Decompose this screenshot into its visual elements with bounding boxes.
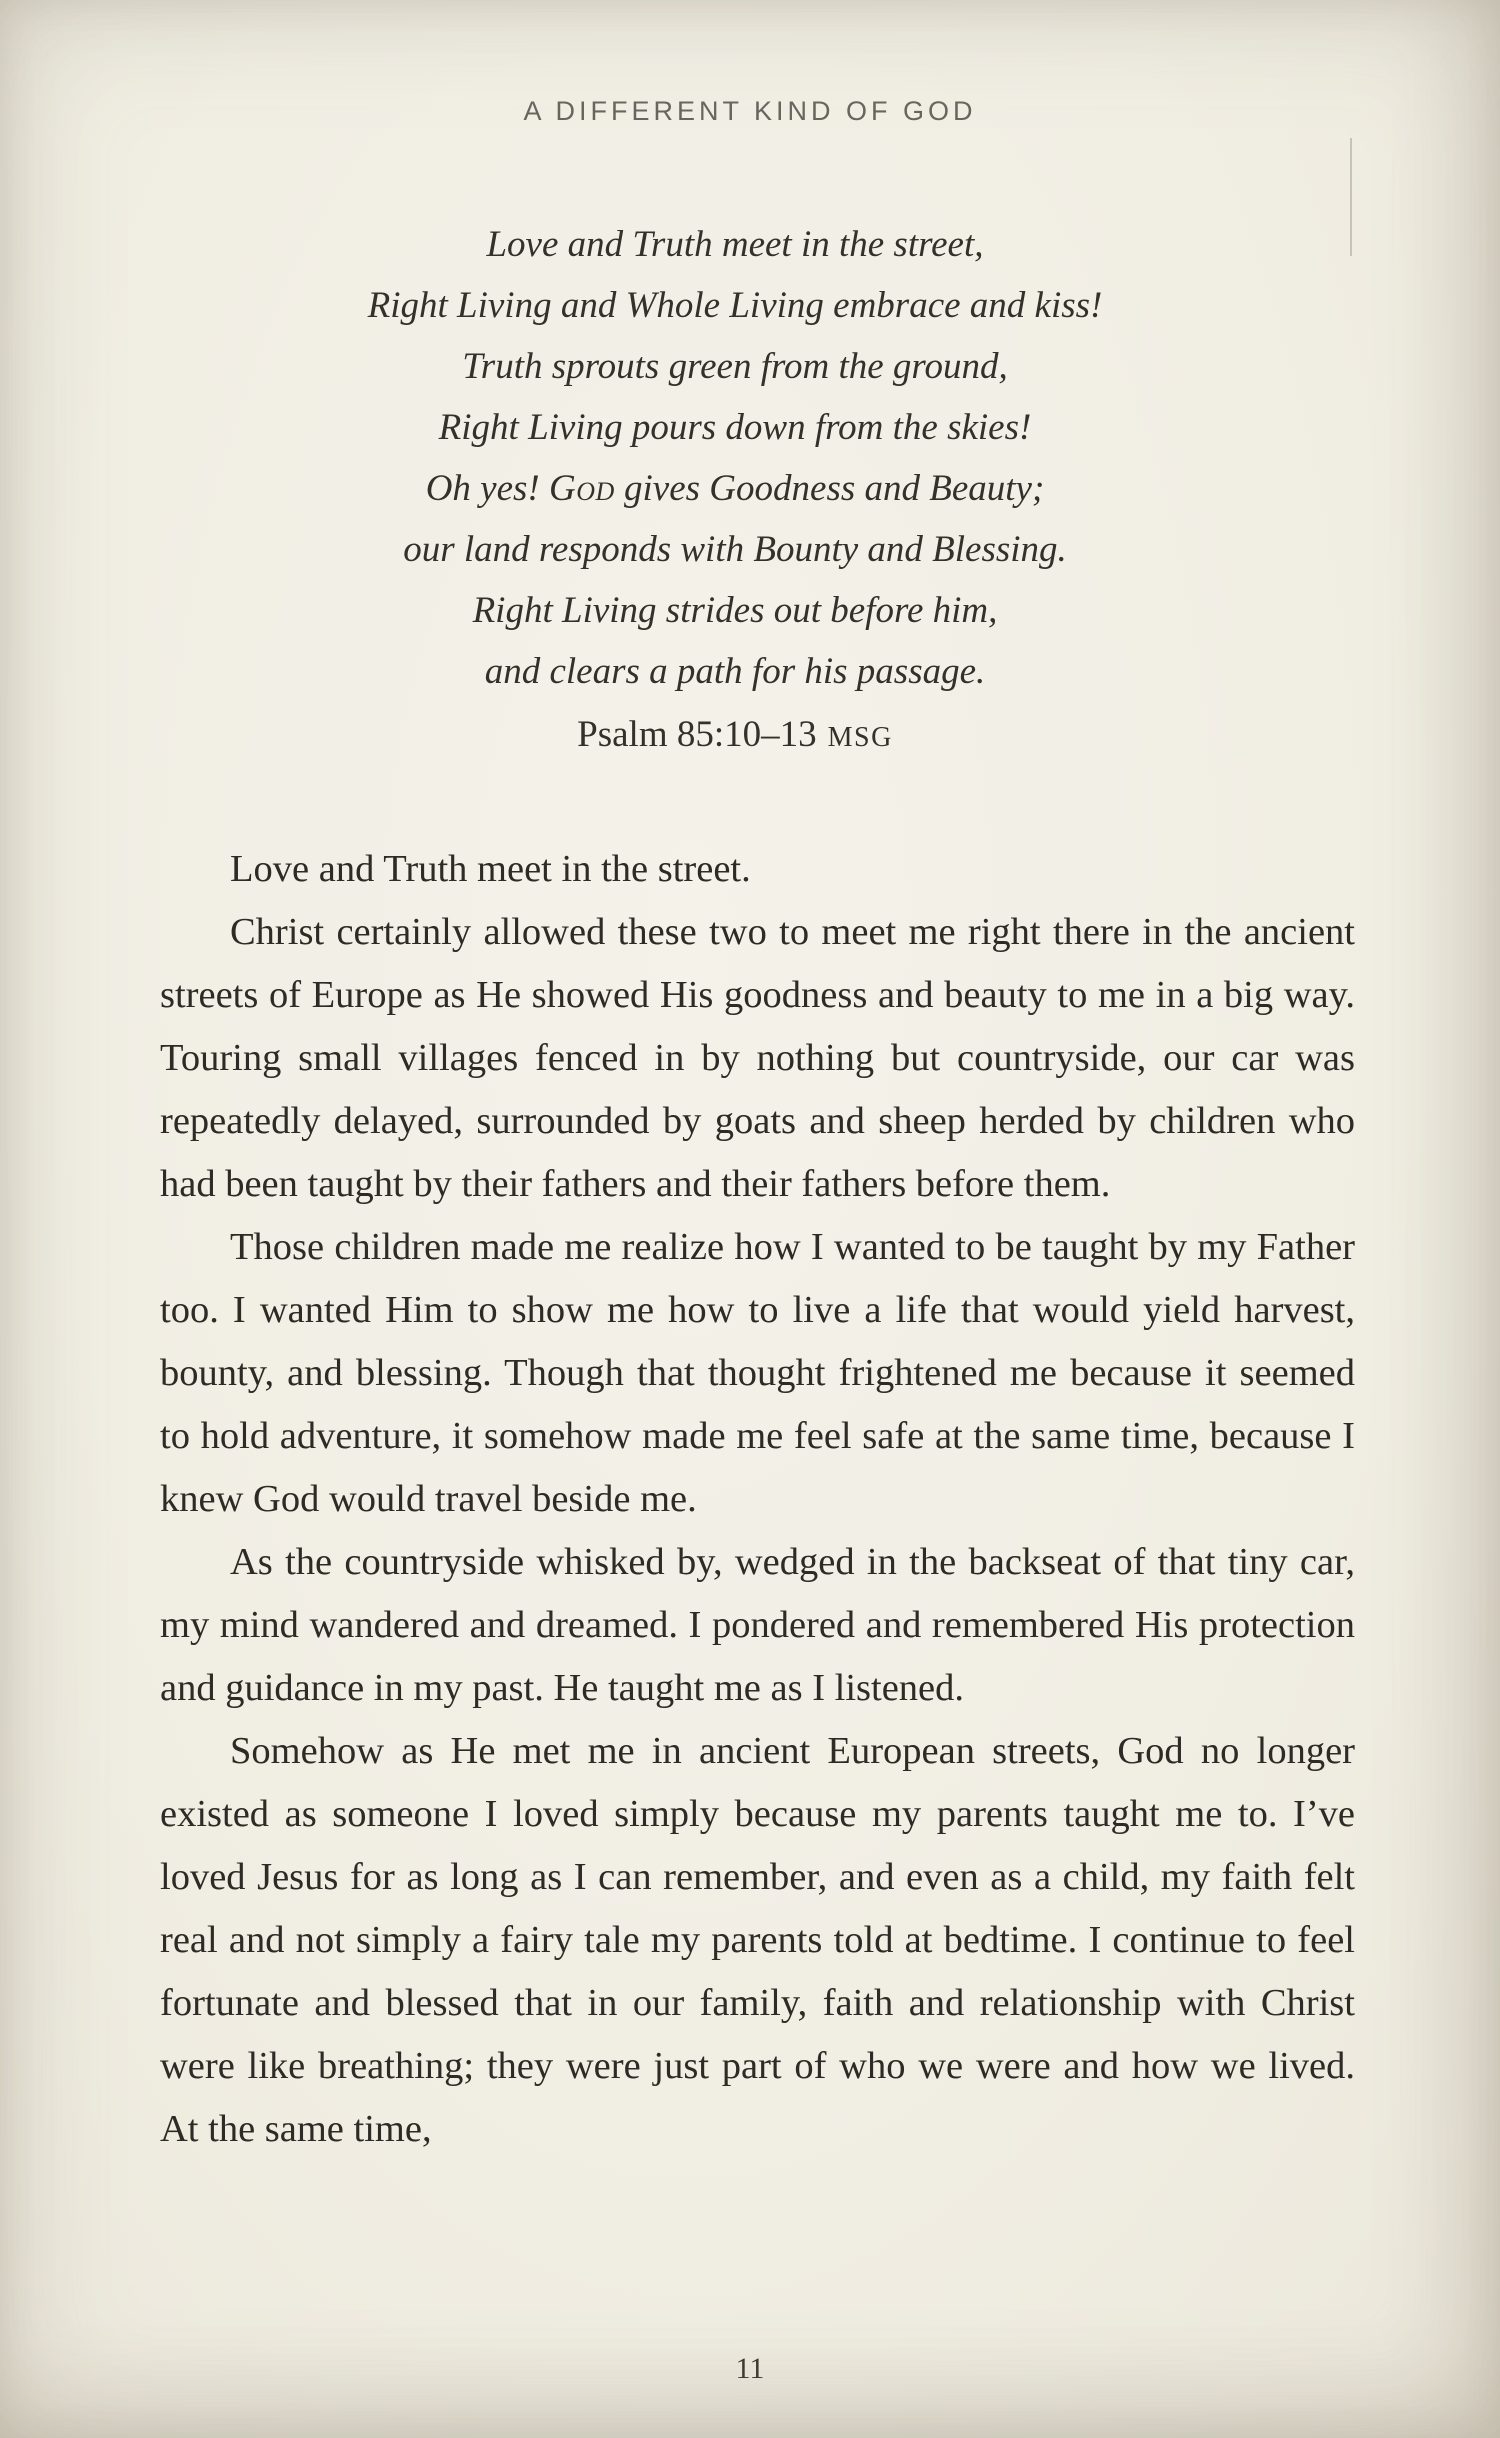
paragraph: Love and Truth meet in the street. — [230, 848, 751, 890]
poem-line: Right Living strides out before him, — [472, 590, 998, 631]
poem-line: Right Living and Whole Living embrace and kiss! — [367, 285, 1103, 326]
poem-line: Right Living pours down from the skies! — [438, 407, 1032, 448]
poem-line: our land responds with Bounty and Blessing. — [403, 529, 1067, 570]
scripture-reference-text: Psalm 85:10–13 — [577, 714, 817, 755]
paragraph: Christ certainly allowed these two to meet me right there in the ancient streets of Europe as He showed His goodness and beauty to me in a big way. Touring small villages fenced in by nothing but countryside, our car was repeatedly delayed, surrounded by goats and sheep herded by children who had been taught by their fathers and their fathers before them. — [160, 911, 1355, 1205]
deity-smallcaps: God — [549, 468, 615, 509]
paragraph: Somehow as He met me in ancient European streets, God no longer existed as someone I loved simply because my parents taught me to. I’ve loved Jesus for as long as I can remember, and even as a child, my faith felt real and not simply a fairy tale my parents told at bedtime. I continue to feel fortunate and blessed that in our family, faith and relationship with Christ were like breathing; they were just part of who we were and how we lived. At the same time, — [160, 1730, 1355, 2150]
poem-line-pre: Oh yes! — [425, 468, 549, 509]
running-header-title: A DIFFERENT KIND OF GOD — [523, 96, 977, 126]
poem-line-with-deity — [105, 458, 1365, 519]
poem-line: Love and Truth meet in the street, — [486, 224, 984, 265]
poem-line-post: gives Goodness and Beauty; — [614, 468, 1045, 509]
scripture-reference — [105, 704, 1365, 768]
poem-line: Truth sprouts green from the ground, — [462, 346, 1008, 387]
epigraph-poem — [105, 214, 1365, 768]
paragraph: As the countryside whisked by, wedged in the backseat of that tiny car, my mind wandered and dreamed. I pondered and remembered His protection and guidance in my past. He taught me as I listened. — [160, 1541, 1355, 1709]
poem-line: and clears a path for his passage. — [484, 651, 986, 692]
body-text-column — [160, 838, 1355, 2161]
page-number: 11 — [735, 2352, 765, 2385]
paragraph: Those children made me realize how I wanted to be taught by my Father too. I wanted Him to show me how to live a life that would yield harvest, bounty, and blessing. Though that thought frightened me because it seemed to hold adventure, it somehow made me feel safe at the same time, because I knew God would travel beside me. — [160, 1226, 1355, 1520]
bible-version-label: MSG — [827, 722, 893, 753]
